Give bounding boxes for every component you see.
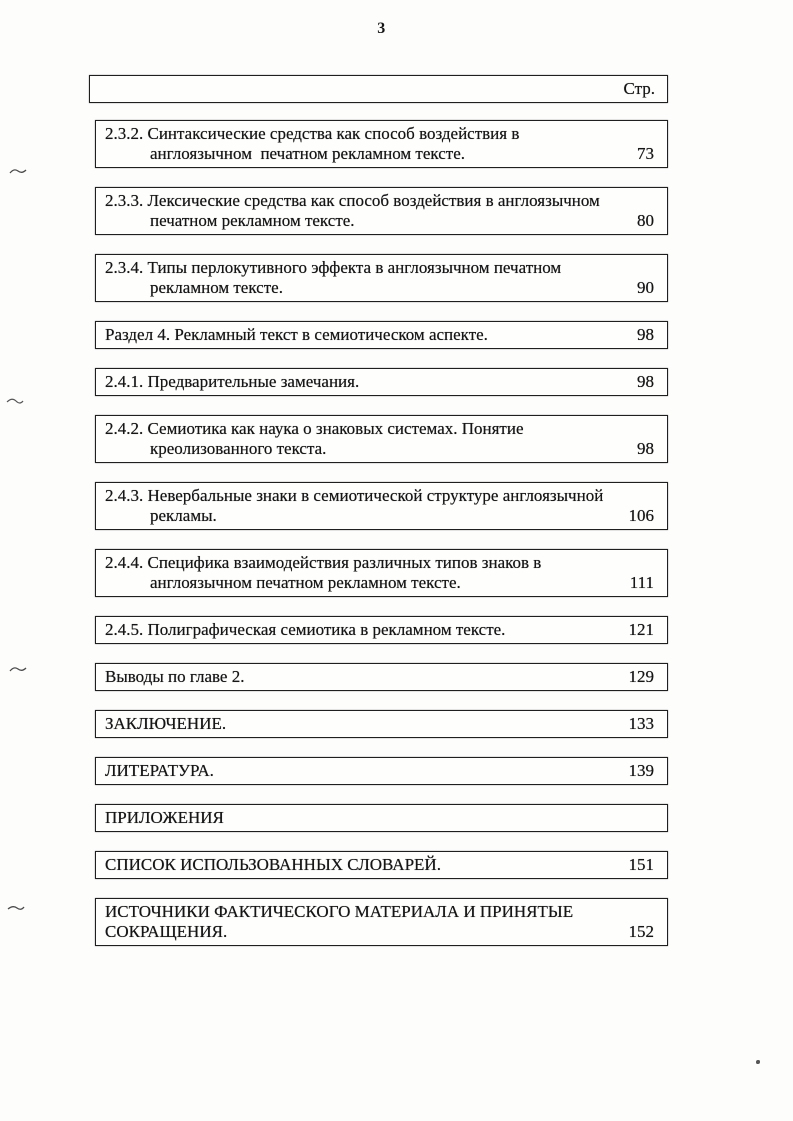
toc-entry-2-4-5 xyxy=(95,616,668,644)
entry-page-number: 133 xyxy=(628,714,654,733)
entry-page-number: 80 xyxy=(637,211,654,230)
toc-entry-2-4-3 xyxy=(95,482,668,530)
entry-text-cont: креолизованного текста. xyxy=(150,439,327,458)
toc-entry-2-4-2 xyxy=(95,415,668,463)
toc-entry-literatura xyxy=(95,757,668,785)
entry-text-cont: англоязычном печатном рекламном тексте. xyxy=(150,573,461,592)
toc-entry-2-3-4 xyxy=(95,254,668,302)
entry-page-number: 90 xyxy=(637,278,654,297)
toc-entry-2-3-3 xyxy=(95,187,668,235)
entry-page-number: 73 xyxy=(637,144,654,163)
entry-page-number: 152 xyxy=(628,922,654,941)
entry-page-number: 151 xyxy=(628,855,654,874)
toc-entry-istochniki xyxy=(95,898,668,946)
toc-entry-razdel-4 xyxy=(95,321,668,349)
toc-entry-zaklyuchenie xyxy=(95,710,668,738)
entry-text-cont: СОКРАЩЕНИЯ. xyxy=(105,922,228,941)
entry-page-number: 139 xyxy=(628,761,654,780)
entry-text: СПИСОК ИСПОЛЬЗОВАННЫХ СЛОВАРЕЙ. xyxy=(105,855,441,874)
entry-text: ЗАКЛЮЧЕНИЕ. xyxy=(105,714,227,733)
entry-page-number: 98 xyxy=(637,372,654,391)
page-number-top: 3 xyxy=(377,20,386,37)
entry-text-cont: печатном рекламном тексте. xyxy=(150,211,355,230)
page-column-label: Стр. xyxy=(623,79,655,98)
entry-text: Раздел 4. Рекламный текст в семиотическом аспекте. xyxy=(105,325,488,344)
toc-entry-2-4-1 xyxy=(95,368,668,396)
entry-page-number: 98 xyxy=(637,439,654,458)
ink-dot xyxy=(756,1060,760,1064)
entry-text: ПРИЛОЖЕНИЯ xyxy=(105,808,224,827)
entry-text: 2.3.3. Лексические средства как способ воздействия в англоязычном xyxy=(105,191,600,210)
entry-text: 2.4.1. Предварительные замечания. xyxy=(105,372,360,391)
toc-header-box xyxy=(89,75,668,103)
entry-page-number: 111 xyxy=(629,573,654,592)
entry-text-cont: рекламном тексте. xyxy=(150,278,283,297)
entry-text-cont: англоязычном печатном рекламном тексте. xyxy=(150,144,465,163)
entry-text: 2.3.2. Синтаксические средства как способ воздействия в xyxy=(105,124,520,143)
pen-mark xyxy=(5,396,25,406)
toc-entry-vyvody-glava-2 xyxy=(95,663,668,691)
entry-text-cont: рекламы. xyxy=(150,506,217,525)
entry-page-number: 129 xyxy=(628,667,654,686)
entry-text: 2.4.4. Специфика взаимодействия различных типов знаков в xyxy=(105,553,542,572)
entry-text: 2.3.4. Типы перлокутивного эффекта в англоязычном печатном xyxy=(105,258,562,277)
pen-mark xyxy=(8,664,28,674)
toc-entry-2-3-2 xyxy=(95,120,668,168)
entry-page-number: 121 xyxy=(628,620,654,639)
entry-page-number: 106 xyxy=(628,506,654,525)
entry-text: ИСТОЧНИКИ ФАКТИЧЕСКОГО МАТЕРИАЛА И ПРИНЯТЫЕ xyxy=(105,902,574,921)
toc-entry-spisok-slovarej xyxy=(95,851,668,879)
entry-text: Выводы по главе 2. xyxy=(105,667,245,686)
entry-page-number: 98 xyxy=(637,325,654,344)
toc-entry-2-4-4 xyxy=(95,549,668,597)
entry-text: 2.4.5. Полиграфическая семиотика в рекламном тексте. xyxy=(105,620,506,639)
toc-entry-prilozheniya xyxy=(95,804,668,832)
entry-text: 2.4.3. Невербальные знаки в семиотической структуре англоязычной xyxy=(105,486,604,505)
entry-text: ЛИТЕРАТУРА. xyxy=(105,761,214,780)
entry-text: 2.4.2. Семиотика как наука о знаковых системах. Понятие xyxy=(105,419,524,438)
pen-mark xyxy=(8,166,28,176)
pen-mark xyxy=(6,903,26,913)
toc-column xyxy=(95,75,668,965)
